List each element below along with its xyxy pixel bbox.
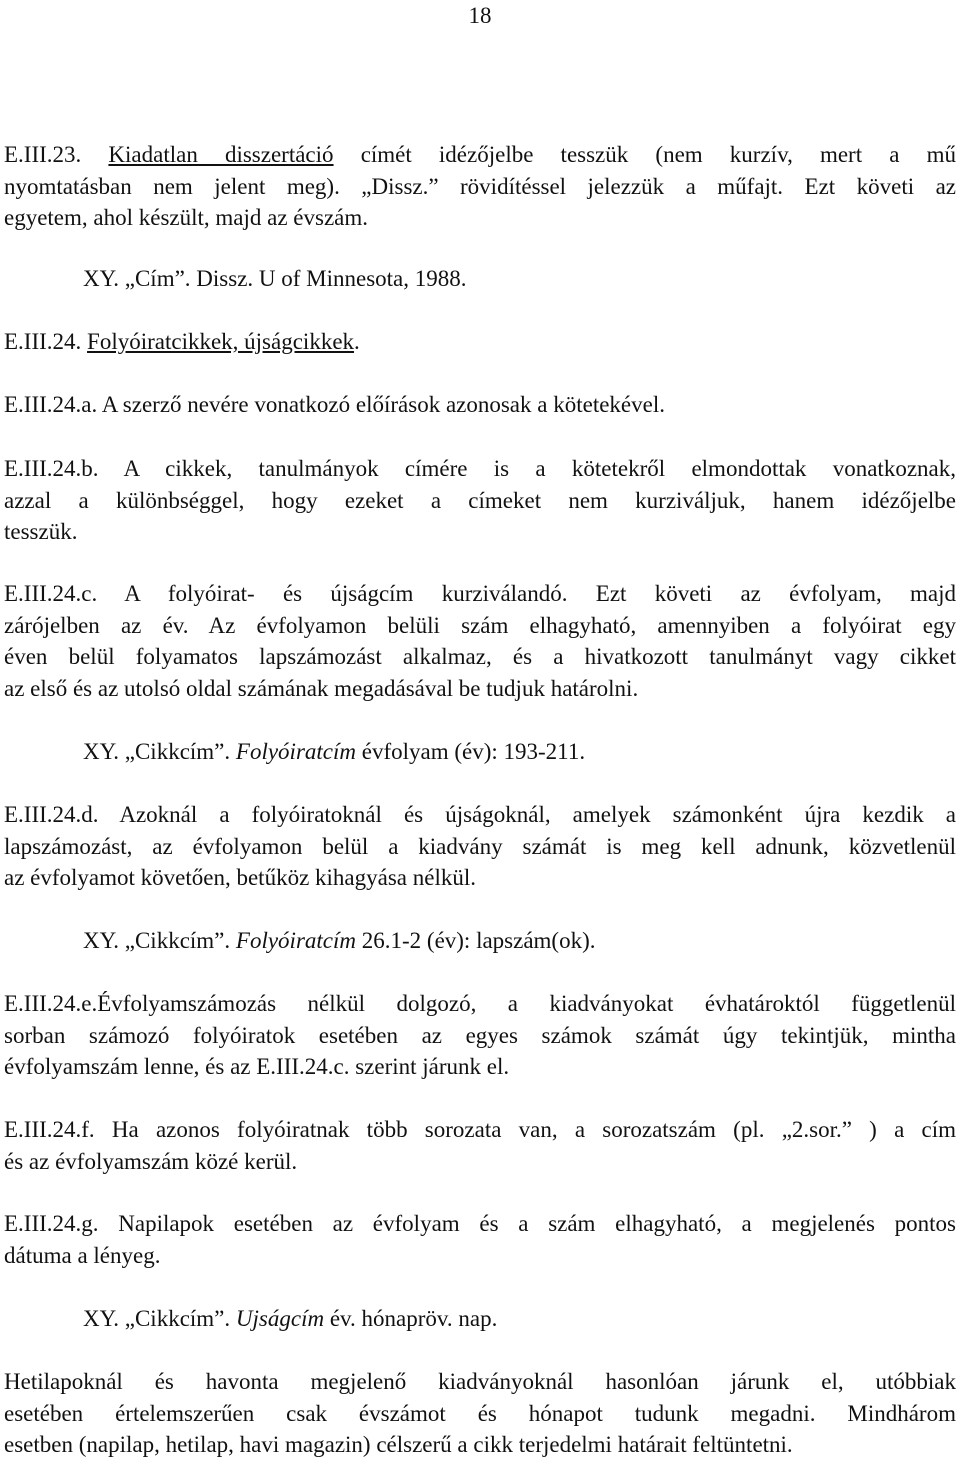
section-e-iii-23-line-2: nyomtatásban nem jelent meg). „Dissz.” rövidítéssel jelezzük a műfajt. Ezt követi az [4, 173, 956, 199]
section-e-iii-24-a: E.III.24.a. A szerző nevére vonatkozó előírások azonosak a kötetekével. [4, 392, 665, 417]
example-dissertation: XY. „Cím”. Dissz. U of Minnesota, 1988. [83, 266, 467, 291]
section-e-iii-23-line-3: egyetem, ahol készült, majd az évszám. [4, 205, 369, 230]
section-e-iii-24-f: E.III.24.f. Ha azonos folyóiratnak több sorozata van, a sorozatszám (pl. „2.sor.” ) a cím és az évfolyamszám közé kerül. [4, 1117, 956, 1174]
section-e-iii-23 [4, 143, 956, 238]
section-e-iii-24-d: E.III.24.d. Azoknál a folyóiratoknál és újságoknál, amelyek számonként újra kezdik a lapszámozást, az évfolyamon belül a kiadvány számát is meg kell adnunk, közvetlenül az évfolyamot követően, betűköz kihagyása nélkül. [4, 802, 956, 890]
example-journal-article: XY. „Cikkcím”. Folyóiratcím évfolyam (év): 193-211. [83, 739, 586, 764]
example-issue-number: XY. „Cikkcím”. Folyóiratcím 26.1-2 (év): lapszám(ok). [83, 928, 596, 953]
section-e-iii-24-e: E.III.24.e.Évfolyamszámozás nélkül dolgozó, a kiadványokat évhatároktól függetlenül sorban számozó folyóiratok esetében az egyes számok számát úgy tekintjük, mintha évfolyamszám lenne, és az E.III.24.c. szerint járunk el. [4, 991, 956, 1079]
section-e-iii-24-c: E.III.24.c. A folyóirat- és újságcím kurziválandó. Ezt követi az évfolyam, majd zárójelben az év. Az évfolyamon belüli szám elhagyható, amennyiben a folyóirat egy éven belül folyamatos lapszámozást alkalmaz, és a hivatkozott tanulmányt vagy cikket az első és az utolsó oldal számának megadásával be tudjuk határolni. [4, 581, 956, 701]
periodical-heading: Folyóiratcikkek, újságcikkek [87, 329, 355, 354]
example-newspaper: XY. „Cikkcím”. Ujságcím év. hónapröv. nap. [83, 1306, 498, 1331]
section-e-iii-24-b: E.III.24.b. A cikkek, tanulmányok címére is a kötetekről elmondottak vonatkoznak, azzal a különbséggel, hogy ezeket a címeket nem kurziváljuk, hanem idézőjelbe tesszük. [4, 456, 956, 544]
section-e-iii-24-heading: E.III.24. Folyóiratcikkek, újságcikkek. [4, 329, 360, 354]
section-e-iii-24-g: E.III.24.g. Napilapok esetében az évfolyam és a szám elhagyható, a megjelenés pontos dátuma a lényeg. [4, 1211, 956, 1268]
dissertation-heading: Kiadatlan disszertáció [108, 142, 334, 167]
section-e-iii-23-line-1: E.III.23. Kiadatlan disszertáció címét idézőjelbe tesszük (nem kurzív, mert a mű [4, 142, 956, 167]
page-number: 18 [468, 3, 492, 28]
closing-paragraph: Hetilapoknál és havonta megjelenő kiadványoknál hasonlóan járunk el, utóbbiak esetében értelemszerűen csak évszámot és hónapot tudunk megadni. Mindhárom esetben (napilap, hetilap, havi magazin) célszerű a cikk terjedelmi határait feltüntetni. [4, 1369, 956, 1457]
